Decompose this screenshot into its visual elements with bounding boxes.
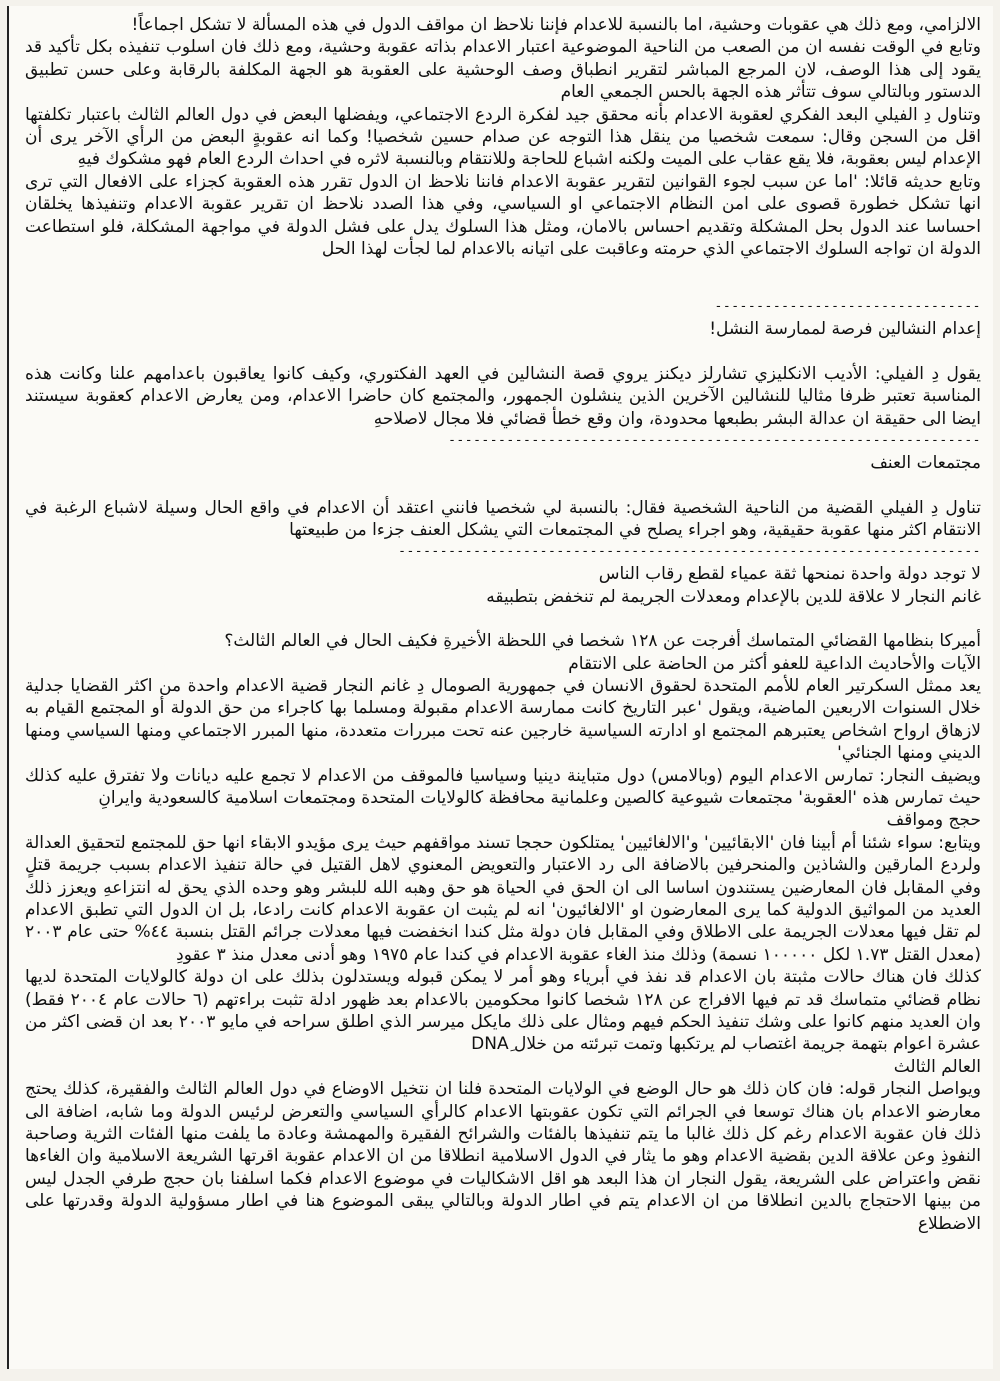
document-page bbox=[7, 6, 993, 1369]
subheading: أميركا بنظامها القضائي المتماسك أفرجت عن ١٢٨ شخصا في اللحظة الأخيرةِ فكيف الحال في العالم الثالث؟ bbox=[224, 631, 981, 652]
section-heading: العالم الثالث bbox=[893, 1056, 981, 1077]
paragraph-1: الالزامي، ومع ذلك هي عقوبات وحشية، اما بالنسبة للاعدام فإننا نلاحظ ان مواقف الدول في هذه المسألة لا تشكل اجماعاً! وتابع في الوقت نفسه ان من الصعب من الناحية الموضوعية اعتبار الاعدام بذاته عقوبة وحشية، ومع ذلك فان اسلوب تنفيذه بكل تأكيد قد يقود إلى هذا الوصف، لان المرجع المباشر لتقرير انطباق وصف الوحشية على العقوبة هو الجهة المكلفة بالرقابة وعلى حسن تطبيق الدستور وبالتالي سوف تتأثر هذه الجهة بالحس الجمعي العام bbox=[25, 15, 981, 103]
subheading: غانم النجار لا علاقة للدين بالإعدام ومعدلات الجريمة لم تنخفض بتطبيقه bbox=[486, 586, 981, 607]
separator-line: -------------------------------- bbox=[714, 299, 981, 315]
section-heading: إعدام النشالين فرصة لممارسة النشل! bbox=[709, 319, 981, 340]
separator-line: ---------------------------------------------------------------- bbox=[448, 433, 981, 449]
paragraph-10: ويواصل النجار قوله: فان كان ذلك هو حال الوضع في الولايات المتحدة فلنا ان نتخيل الاوضاع في دول العالم الثالث والفقيرة، كذلك يحتج معارضو الاعدام بان هناك توسعا في الجرائم التي تكون عقوبتها الاعدام كالرأي السياسي والتعرض لرئيس الدولة وما شابه، اضافة الى ذلك فان عقوبة الاعدام رغم كل ذلك غالبا ما يتم تنفيذها بالفئات والشرائح الفقيرة والمهمشة وعادة ما يلفت منها الفئات الثرية وصاحبة النفوذِ وعن علاقة الدين بقضية الاعدام وهو ما يثار في الدول الاسلامية انطلاقا من ان الاعدام عقوبة اقرتها الشريعة الاسلامية وان الغاءها نقض واعتراض على الشريعة، يقول النجار ان هذا البعد هو اقل الاشكاليات في موضوع الاعدام فكما اسلفنا بان حجج طرفي الجدل ليس من بينها الاحتجاج بالدين انطلاقا من ان الاعدام يتم في اطار الدولة وبالتالي يبقى الموضوع هنا في اطار مسؤولية الدولة وقدرتها على الاضطلاع bbox=[25, 1079, 981, 1234]
paragraph-2: وتناول دِ الفيلي البعد الفكري لعقوبة الاعدام بأنه محقق جيد لفكرة الردع الاجتماعي، ويفضلها البعض في دول العالم الثالث باعتبار تكلفتها اقل من السجن وقال: سمعت شخصيا من ينقل هذا التوجه عن صدام حسين شخصيا! وكما انه عقوبةٍ البعض من الرأي الآخر يرى أن الإعدام ليس بعقوبة، فلا يقع عقاب على الميت ولكنه اشباع للحاجة وللانتقام وبالنسبة لاثره في احداث الردع العام فهو مشكوك فيهِ bbox=[25, 104, 981, 170]
paragraph-4: يقول دِ الفيلي: الأديب الانكليزي تشارلز ديكنز يروي قصة النشالين في العهد الفكتوري، وكيف كانوا يعاقبون باعدامهم علنا وكانت هذه المناسبة تعتبر ظرفا مثاليا للنشالين الآخرين الذين ينشلون الجمهور، والمجتمع كان حاضرا الاعدام، ومن يعارض الاعدام كعقوبة سيستند ايضا الى حقيقة ان عدالة البشر بطبعها محدودة، وان وقع خطأ قضائي فلا مجال لاصلاحهِ bbox=[25, 363, 981, 429]
paragraph-3: وتابع حديثه قائلا: 'اما عن سبب لجوء القوانين لتقرير عقوبة الاعدام فاننا نلاحظ ان الدول تقرر هذه العقوبة كجزاء على الافعال التي ترى انها تشكل خطورة قصوى على امن النظام الاجتماعي او السياسي، وفي هذا الصدد نلاحظ ان تقرير عقوبة الاعدام وتنفيذها يخلقان احساسا عند الدول بحل المشكلة وتقديم احساس بالامان، ومثل هذا السلوك يدل على فشل الدولة في مواجهة المشكلة، فلو استطاعت الدولة ان تواجه السلوك الاجتماعي الذي حرمته وعاقبت على اتيانه بالاعدام لما لجأت لهذا الحل bbox=[25, 171, 981, 260]
paragraph-5: تناول دِ الفيلي القضية من الناحية الشخصية فقال: بالنسبة لي شخصيا فانني اعتقد أن الاعدام في واقع الحال وسيلة لاشباع الرغبة في الانتقام اكثر منها عقوبة حقيقية، وهو اجراء يصلح في المجتمعات التي يشكل العنف جزءا من طبيعتها bbox=[25, 497, 981, 540]
paragraph-9: كذلك فان هناك حالات مثبتة بان الاعدام قد نفذ في أبرياء وهو أمر لا يمكن قبوله ويستدلون بذلك على ان دولة كالولايات المتحدة لديها نظام قضائي متماسك قد تم فيها الافراج عن ١٢٨ شخصا كانوا محكومين بالاعدام بعد ظهور ادلة تثبت براءتهم (٦ حالات عام ٢٠٠٤ فقط) وان العديد منهم كانوا على وشك تنفيذ الحكم فيهم ومثال على ذلك مايكل ميرسر الذي اطلق سراحه في مايو ٢٠٠٣ بعد ان قضى اكثر من عشرة اعوام بتهمة جريمة اغتصاب لم يرتكبها وتمت تبرئته من خلال DNAِ bbox=[25, 967, 981, 1055]
paragraph-6: يعد ممثل السكرتير العام للأمم المتحدة لحقوق الانسان في جمهورية الصومال دِ غانم النجار قضية الاعدام واحدة من اكثر القضايا جدلية خلال السنوات الاربعين الماضية، ويقول 'عبر التاريخ كانت ممارسة الاعدام مقبولة ومسلما بها كاجراء من حق الدولة أو المجتمع القيام به لازهاق ارواح اشخاص يعتبرهم المجتمع او ادارته السياسية خارجين عنه تحت مبررات متعددة، منها المبرر الاجتماعي ومنها السياسي ومنها الديني ومنها الجنائي' bbox=[25, 675, 981, 764]
section-heading: مجتمعات العنف bbox=[870, 453, 981, 474]
article-body bbox=[9, 6, 993, 1235]
separator-line: ---------------------------------------------------------------------- bbox=[398, 544, 981, 560]
section-heading: حجج ومواقف bbox=[886, 810, 981, 831]
subheading: لا توجد دولة واحدة نمنحها ثقة عمياء لقطع رقاب الناس bbox=[598, 564, 981, 585]
paragraph-8: ويتابع: سواء شئنا أم أبينا فان 'الابقائيين' و'الالغائيين' يمتلكون حججا تسند مواقفهم حيث يرى مؤيدو الابقاء انها حق للمجتمع لتحقيق العدالة ولردع المارقين والشاذين والمنحرفين بالاضافة الى رد الاعتبار والتعويض المعنوي لاهل القتيل في حالة تنفيذ الاعدام بسبب جريمة قتلٍ وفي المقابل فان المعارضين يستندون اساسا الى ان الحق في الحياة هو حق وهبه الله للبشر وهو وحده الذي يحق له انتزاعهِ ويعزز ذلك العديد من المواثيق الدولية كما يرى المعارضون او 'الالغائيون' انه لم يثبت ان عقوبة الاعدام كانت رادعا، بل ان الدول التي تطبق الاعدام لم تقل فيها معدلات الجريمة على الاطلاق وفي المقابل فان دولة مثل كندا انخفضت فيها معدلات جرائم القتل بنسبة ٤٤% حتى عام ٢٠٠٣ (معدل القتل ١.٧٣ لكل ١٠٠٠٠٠ نسمة) وذلك منذ الغاء عقوبة الاعدام في كندا عام ١٩٧٥ وهو أدنى معدل منذ ٣ عقودِ bbox=[25, 832, 981, 965]
paragraph-7: ويضيف النجار: تمارس الاعدام اليوم (وبالامس) دول متباينة دينيا وسياسيا فالموقف من الاعدام لا تجمع عليه ديانات ولا تفترق عليه كذلك حيث تمارس هذه 'العقوبة' مجتمعات شيوعية كالصين وعلمانية محافظة كالولايات المتحدة ومجتمعات اسلامية كالسعودية وايرانِ bbox=[25, 765, 981, 808]
subheading: الآيات والأحاديث الداعية للعفو أكثر من الحاضة على الانتقام bbox=[568, 653, 981, 674]
